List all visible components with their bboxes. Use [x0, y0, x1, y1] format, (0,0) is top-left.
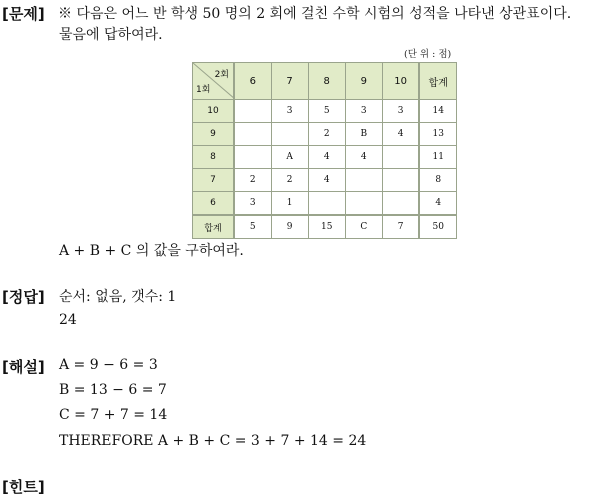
table-cell	[308, 192, 345, 216]
explanation-line: B = 13 − 6 = 7	[59, 382, 167, 398]
table-row	[193, 100, 457, 123]
table-corner-cell	[193, 63, 235, 100]
question-text: A + B + C 의 값을 구하여라.	[59, 243, 244, 259]
column-header: 7	[271, 63, 308, 100]
table-cell: 4	[345, 146, 382, 169]
answer-line2: 24	[59, 312, 77, 328]
column-header: 10	[382, 63, 419, 100]
table-cell: 5	[234, 215, 271, 239]
table-cell: 3	[382, 100, 419, 123]
table-cell	[345, 192, 382, 216]
table-row	[193, 123, 457, 146]
table-cell: 3	[271, 100, 308, 123]
table-cell	[382, 192, 419, 216]
table-cell-total: 8	[419, 169, 456, 192]
unit-note: (단 위 : 점)	[404, 49, 452, 60]
table-cell-total: 13	[419, 123, 456, 146]
row-header: 9	[193, 123, 235, 146]
problem-text-line1: ※ 다음은 어느 반 학생 50 명의 2 회에 걸친 수학 시험의 성적을 나타낸 상관표이다.	[58, 6, 572, 22]
table-cell: 15	[308, 215, 345, 239]
explanation-line: THEREFORE A + B + C = 3 + 7 + 14 = 24	[59, 433, 367, 449]
hint-label: [힌트]	[2, 478, 45, 496]
table-cell: 7	[382, 215, 419, 239]
table-header-row	[193, 63, 457, 100]
row-header: 7	[193, 169, 235, 192]
table-cell: 4	[308, 146, 345, 169]
table-total-row	[193, 215, 457, 239]
table-row	[193, 146, 457, 169]
explanation-label: [해설]	[2, 358, 45, 376]
row-header: 6	[193, 192, 235, 216]
row-header: 8	[193, 146, 235, 169]
row-header: 10	[193, 100, 235, 123]
problem-text-line2: 물음에 답하여라.	[59, 27, 163, 43]
corner-label-first-test: 1회	[196, 85, 211, 95]
table-cell	[271, 123, 308, 146]
table-cell: A	[271, 146, 308, 169]
table-cell	[234, 100, 271, 123]
table-cell	[382, 146, 419, 169]
table-cell: 2	[234, 169, 271, 192]
table-cell-total: 14	[419, 100, 456, 123]
table-cell	[345, 169, 382, 192]
table-cell: B	[345, 123, 382, 146]
table-cell: 5	[308, 100, 345, 123]
table-cell-total: 4	[419, 192, 456, 216]
explanation-line: C = 7 + 7 = 14	[59, 407, 168, 423]
corner-label-second-test: 2회	[214, 70, 229, 80]
answer-label: [정답]	[2, 288, 45, 306]
table-cell: 2	[308, 123, 345, 146]
table-cell-total: 11	[419, 146, 456, 169]
answer-line1: 순서: 없음, 갯수: 1	[59, 289, 177, 305]
correlation-table	[192, 62, 457, 239]
row-header-total: 합계	[193, 215, 235, 239]
explanation-line: A = 9 − 6 = 3	[59, 357, 158, 373]
table-cell: 9	[271, 215, 308, 239]
table-cell	[234, 146, 271, 169]
table-cell: 1	[271, 192, 308, 216]
column-header-total: 합계	[419, 63, 456, 100]
table-row	[193, 192, 457, 216]
table-cell-total: 50	[419, 215, 456, 239]
table-cell: C	[345, 215, 382, 239]
column-header: 9	[345, 63, 382, 100]
table-cell: 4	[308, 169, 345, 192]
table-cell: 3	[234, 192, 271, 216]
table-cell	[234, 123, 271, 146]
column-header: 8	[308, 63, 345, 100]
column-header: 6	[234, 63, 271, 100]
table-cell: 3	[345, 100, 382, 123]
problem-label: [문제]	[2, 5, 45, 23]
table-row	[193, 169, 457, 192]
table-cell: 4	[382, 123, 419, 146]
table-cell	[382, 169, 419, 192]
table-cell: 2	[271, 169, 308, 192]
